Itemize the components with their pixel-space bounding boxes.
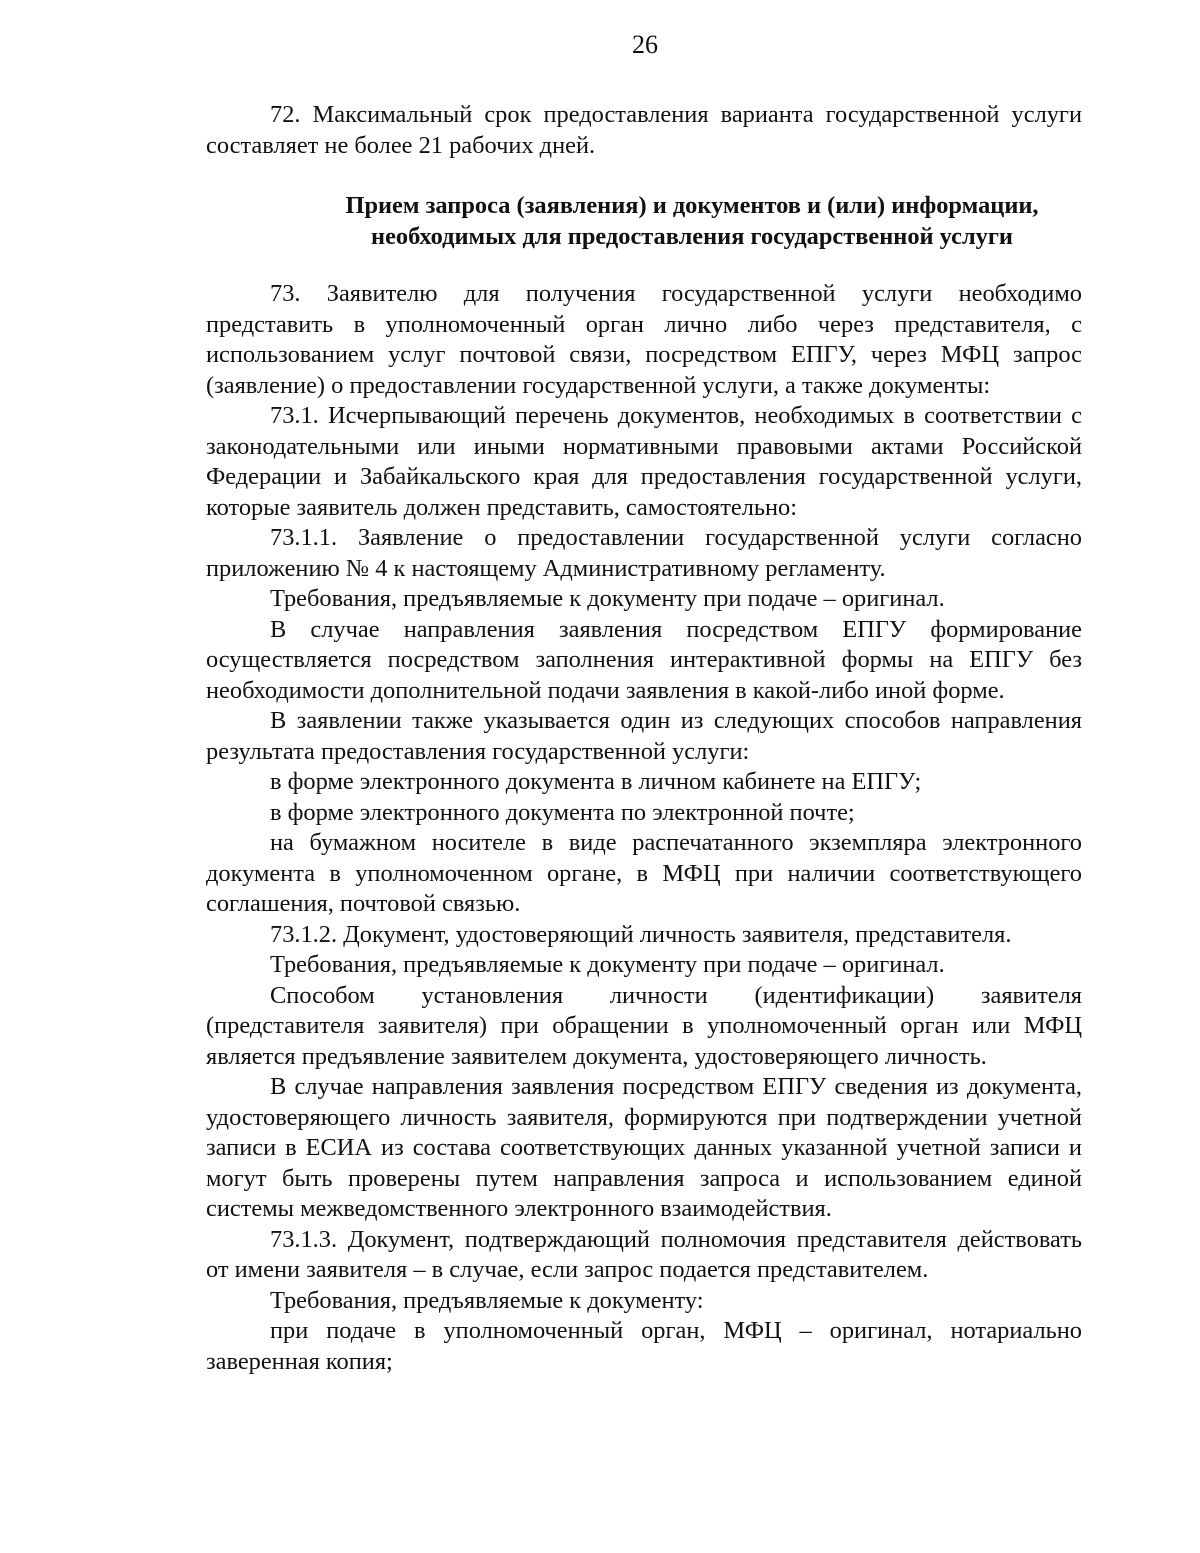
section-heading: [206, 191, 1082, 252]
paragraph: на бумажном носителе в виде распечатанного экземпляра электронного документа в уполномоченном органе, в МФЦ при наличии соответствующего соглашения, почтовой связью.: [206, 829, 1082, 917]
paragraph-72: 72. Максимальный срок предоставления варианта государственной услуги составляет не более 21 рабочих дней.: [206, 101, 1082, 159]
document-body: [206, 100, 1082, 1377]
paragraph: Требования, предъявляемые к документу при подаче – оригинал.: [270, 585, 945, 612]
page-number: 26: [632, 30, 658, 59]
paragraph: Требования, предъявляемые к документу:: [270, 1286, 704, 1314]
section-heading-line-1: Прием запроса (заявления) и документов и (или) информации,: [345, 192, 1039, 219]
paragraph: 73.1.1. Заявление о предоставлении государственной услуги согласно приложению № 4 к настоящему Административному регламенту.: [206, 524, 1082, 582]
paragraph: при подаче в уполномоченный орган, МФЦ – оригинал, нотариально заверенная копия;: [206, 1317, 1082, 1375]
section-heading-line-2: необходимых для предоставления государственной услуги: [371, 222, 1013, 250]
paragraph: В случае направления заявления посредством ЕПГУ формирование осуществляется посредством заполнения интерактивной формы на ЕПГУ без необходимости дополнительной подачи заявления в какой-либо иной форме.: [206, 615, 1082, 704]
paragraph: 73.1. Исчерпывающий перечень документов, необходимых в соответствии с законодательными или иными нормативными правовыми актами Российской Федерации и Забайкальского края для предоставления государственной услуги, которые заявитель должен представить, самостоятельно:: [206, 402, 1082, 521]
paragraph: 73.1.3. Документ, подтверждающий полномочия представителя действовать от имени заявителя – в случае, если запрос подается представителем.: [206, 1225, 1082, 1283]
paragraph: 73. Заявителю для получения государственной услуги необходимо представить в уполномоченный орган лично либо через представителя, с использованием услуг почтовой связи, посредством ЕПГУ, через МФЦ запрос (заявление) о предоставлении государственной услуги, а также документы:: [206, 280, 1082, 399]
paragraph: 73.1.2. Документ, удостоверяющий личность заявителя, представителя.: [270, 920, 1012, 948]
paragraph: в форме электронного документа по электронной почте;: [270, 798, 855, 826]
paragraph: Требования, предъявляемые к документу при подаче – оригинал.: [270, 951, 945, 978]
paragraph: В заявлении также указывается один из следующих способов направления результата предоставления государственной услуги:: [206, 707, 1082, 765]
paragraph: в форме электронного документа в личном кабинете на ЕПГУ;: [270, 768, 922, 795]
paragraph: Способом установления личности (идентификации) заявителя (представителя заявителя) при обращении в уполномоченный орган или МФЦ является предъявление заявителем документа, удостоверяющего личность.: [206, 981, 1082, 1070]
paragraph: В случае направления заявления посредством ЕПГУ сведения из документа, удостоверяющего личность заявителя, формируются при подтверждении учетной записи в ЕСИА из состава соответствующих данных указанной учетной записи и могут быть проверены путем направления запроса и использованием единой системы межведомственного электронного взаимодействия.: [206, 1073, 1082, 1222]
